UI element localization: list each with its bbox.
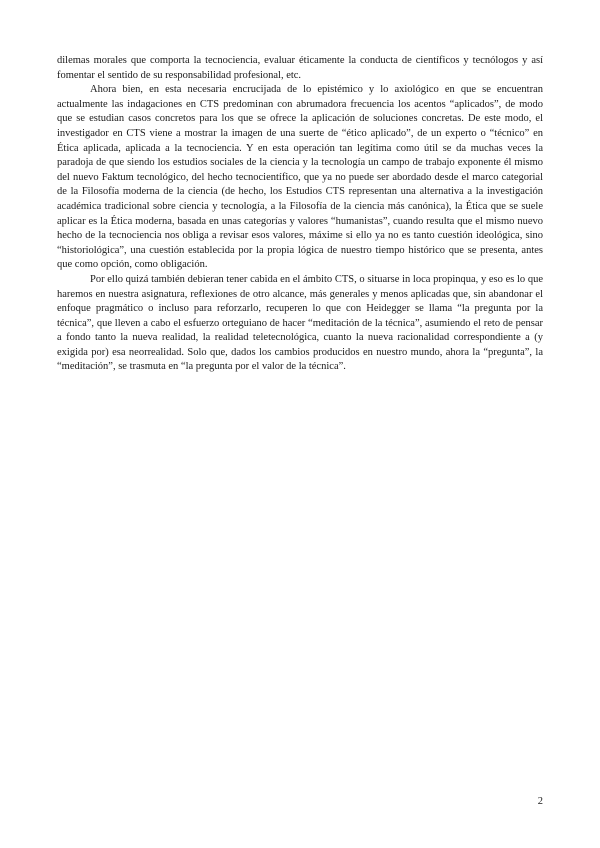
- body-text: [57, 54, 543, 375]
- paragraph-question-of-technique: Por ello quizá también debieran tener cabida en el ámbito CTS, o situarse in loca propinqua, y eso es lo que haremos en nuestra asignatura, reflexiones de otro alcance, más generales y menos aplicadas que, sin abandonar el enfoque pragmático o incluso para reforzarlo, recuperen lo que con Heidegger se llama “la pregunta por la técnica”, que lleven a cabo el esfuerzo orteguiano de hacer “meditación de la técnica”, asumiendo el reto de pensar a fondo tanto la nueva realidad, la realidad teletecnológica, cuanto la nueva racionalidad correspondiente a (y exigida por) esa neorrealidad. Solo que, dados los cambios producidos en nuestro mundo, ahora la “pregunta”, la “meditación”, se trasmuta en “la pregunta por el valor de la técnica”.: [57, 273, 543, 373]
- page-number: 2: [537, 796, 543, 807]
- paragraph-continuation: dilemas morales que comporta la tecnociencia, evaluar éticamente la conducta de científicos y tecnólogos y así fomentar el sentido de su responsabilidad profesional, etc.: [57, 55, 543, 81]
- paragraph-applied-ethics: Ahora bien, en esta necesaria encrucijada de lo epistémico y lo axiológico en que se encuentran actualmente las indagaciones en CTS predominan con abrumadora frecuencia los acentos “aplicados”, de modo que se estudian casos concretos para los que se ofrece la aplicación de soluciones concretas. De este modo, el investigador en CTS viene a mostrar la imagen de una suerte de “ético aplicado”, de un experto o “técnico” en Ética aplicada, aplicada a la tecnociencia. Y en esta operación tan legítima como útil se da muchas veces la paradoja de que siendo los estudios sociales de la ciencia y la tecnología un campo de trabajo exponente él mismo del nuevo Faktum tecnológico, del hecho tecnocientífico, que ya no puede ser abordado desde el marco categorial de la Filosofía moderna de la ciencia (de hecho, los Estudios CTS representan una alternativa a la investigación académica tradicional sobre ciencia y tecnología, a la Filosofía de la ciencia más canónica), la Ética que se suele aplicar es la Ética moderna, basada en unas categorías y valores “humanistas”, cuando resulta que el mismo nuevo hecho de la tecnociencia nos obliga a revisar esos valores, máxime si ello ya no es tanto cuestión ideológica, sino “historiológica”, una cuestión establecida por la propia lógica de nuestro tiempo histórico que se presenta, antes que como opción, como obligación.: [57, 84, 543, 271]
